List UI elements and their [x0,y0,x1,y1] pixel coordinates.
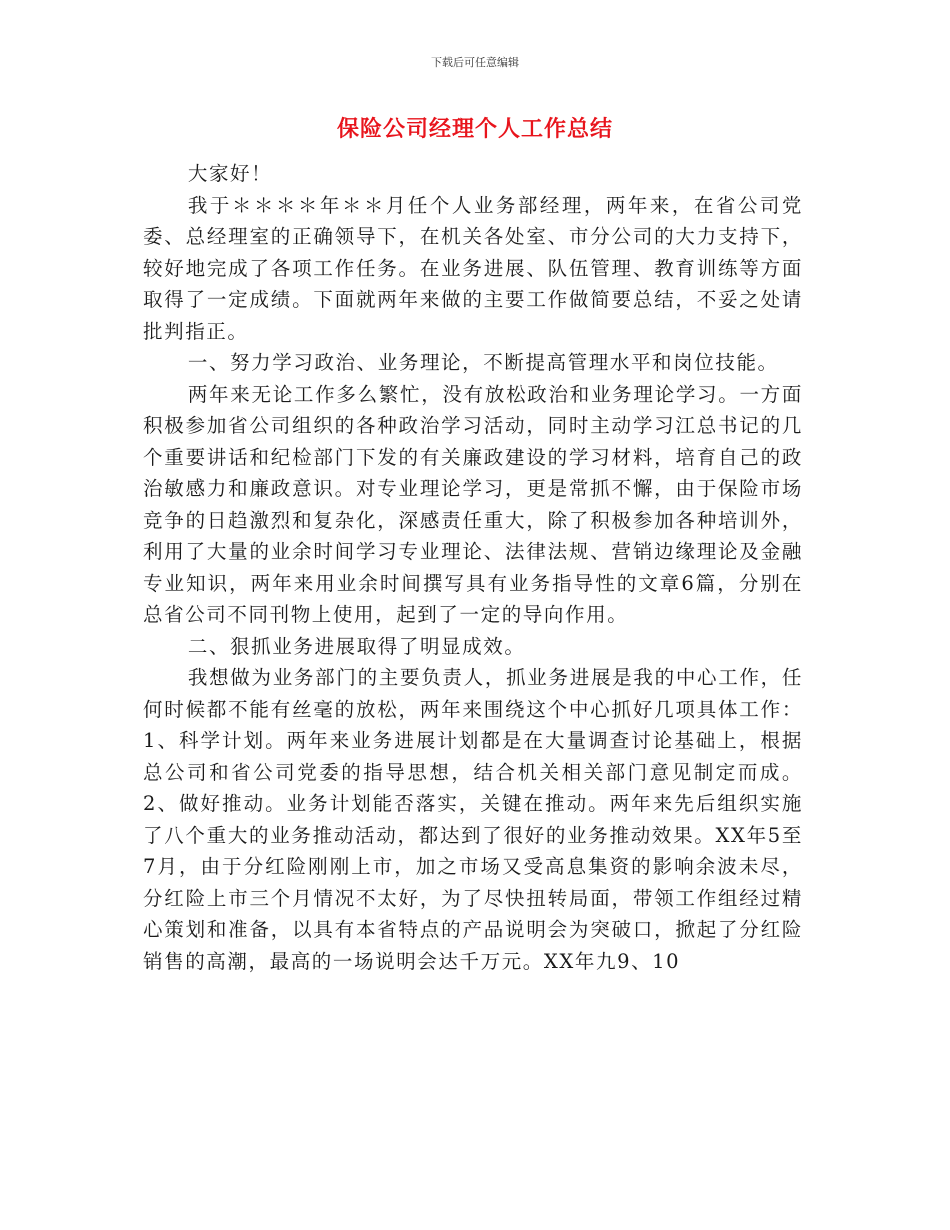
intro-paragraph: 我于＊＊＊＊年＊＊月任个人业务部经理，两年来，在省公司党委、总经理室的正确领导下，在机关各处室、市分公司的大力支持下，较好地完成了各项工作任务。在业务进展、队伍管理、教育训练等方面取得了一定成绩。下面就两年来做的主要工作做简要总结，不妥之处请批判指正。 [143,193,803,343]
page-header-note: 下载后可任意编辑 [431,56,519,69]
greeting-paragraph: 大家好！ [187,162,273,185]
section-heading-2: 二、狠抓业务进展取得了明显成效。 [187,634,526,658]
section-heading-1: 一、努力学习政治、业务理论，不断提高管理水平和岗位技能。 [187,351,779,374]
section-2-paragraph: 我想做为业务部门的主要负责人，抓业务进展是我的中心工作，任何时候都不能有丝毫的放松，两年来围绕这个中心抓好几项具体工作：1、科学计划。两年来业务进展计划都是在大量调查讨论基础上，根据总公司和省公司党委的指导思想，结合机关相关部门意见制定而成。2、做好推动。业务计划能否落实，关键在推动。两年来先后组织实施了八个重大的业务推动活动，都达到了很好的业务推动效果。XX年5至7月，由于分红险刚刚上市，加之市场又受高息集资的影响余波未尽，分红险上市三个月情况不太好，为了尽快扭转局面，带领工作组经过精心策划和准备，以具有本省特点的产品说明会为突破口，掀起了分红险销售的高潮，最高的一场说明会达千万元。XX年九9、10 [143,666,803,973]
document-body [143,158,803,977]
section-1-paragraph: 两年来无论工作多么繁忙，没有放松政治和业务理论学习。一方面积极参加省公司组织的各种政治学习活动，同时主动学习江总书记的几个重要讲话和纪检部门下发的有关廉政建设的学习材料，培育自己的政治敏感力和廉政意识。对专业理论学习，更是常抓不懈，由于保险市场竞争的日趋激烈和复杂化，深感责任重大，除了积极参加各种培训外，利用了大量的业余时间学习专业理论、法律法规、营销边缘理论及金融专业知识，两年来用业余时间撰写具有业务指导性的文章6篇，分别在总省公司不同刊物上使用，起到了一定的导向作用。 [143,382,803,626]
document-title: 保险公司经理个人工作总结 [336,117,613,142]
